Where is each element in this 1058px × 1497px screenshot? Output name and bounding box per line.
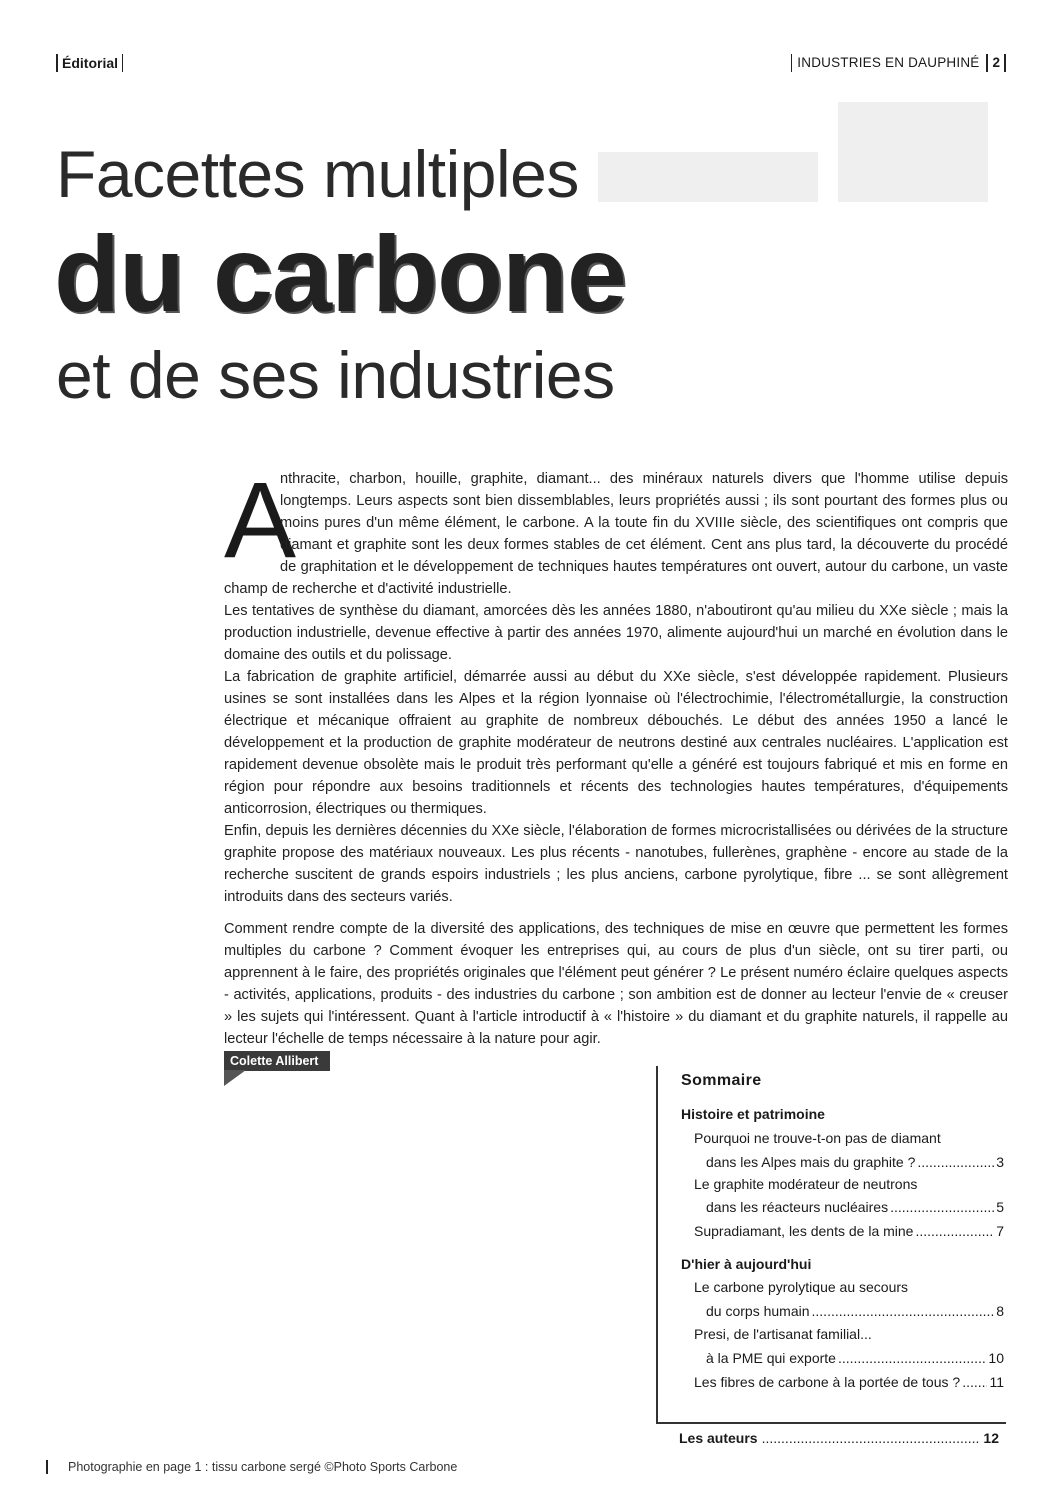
toc-entry-5[interactable]: à la PME qui exporte ..... 10 xyxy=(706,1350,1004,1366)
magazine-title: INDUSTRIES EN DAUPHINÉ xyxy=(791,54,984,72)
toc-entry-1[interactable]: dans les Alpes mais du graphite ? ..... 3 xyxy=(706,1154,1004,1170)
toc-section-1: Histoire et patrimoine xyxy=(681,1106,825,1122)
drop-cap: A xyxy=(224,459,297,580)
photo-credit: Photographie en page 1 : tissu carbone sergé ©Photo Sports Carbone xyxy=(46,1460,457,1474)
paragraph-1: A nthracite, charbon, houille, graphite, diamant... des minéraux naturels divers que l'homme utilise depuis longtemps. Leurs aspects sont bien dissemblables, leurs propriétés aussi ; ils sont pourtant des formes plus ou moins pures d'un même élément, le carbone. A la toute fin du XVIIIe siècle, des scientifiques ont compris que diamant et graphite sont les deux formes stables de cet élément. Cent ans plus tard, la découverte du procédé de graphitation et le développement de techniques hautes températures ont ouvert, autour du carbone, un vaste champ de recherche et d'activité industrielle. xyxy=(224,459,1008,597)
paragraph-3: La fabrication de graphite artificiel, démarrée aussi au début du XXe siècle, s'est développée rapidement. Plusieurs usines se sont installées dans les Alpes et la région lyonnaise où l'électrochimie, l'électrométallurgie, la construction électrique et mécanique offraient au graphite de nombreux débouchés. Le début des années 1950 a lancé le développement et la production de graphite modérateur de neutrons destiné aux centrales nucléaires. L'application est rapidement devenue obsolète mais le produit très performant qu'elle a généré est toujours fabriqué et mis en forme en région pour répondre aux besoins traditionnels et récents des technologies hautes températures, d'équipements anticorrosion, électriques ou thermiques. xyxy=(224,669,1008,817)
paragraph-5: Comment rendre compte de la diversité des applications, des techniques de mise en œuvre que permettent les formes multiples du carbone ? Comment évoquer les entreprises qui, au cours de plus d'un siècle, ont su tirer parti, ou apprennent à le faire, des propriétés originales que l'élément peut générer ? Le présent numéro éclaire quelques aspects - activités, applications, produits - des industries du carbone ; son ambition est de donner au lecteur l'envie de « creuser » les sujets qui l'intéressent. Quant à l'article introductif à « l'histoire » du diamant et du graphite naturels, il rappelle au lecteur l'échelle de temps nécessaire à la nature pour agir. xyxy=(224,921,1008,1047)
paragraph-2: Les tentatives de synthèse du diamant, amorcées dès les années 1880, n'aboutiront qu'au milieu du XXe siècle ; mais la production industrielle, devenue effective à partir des années 1970, alimente aujourd'hui un marché en évolution dans le domaine des outils et du polissage. xyxy=(224,603,1008,663)
author-tag-corner xyxy=(224,1070,246,1086)
toc-entry-3[interactable]: Supradiamant, les dents de la mine ..... 7 xyxy=(694,1223,1004,1239)
toc-section-2: D'hier à aujourd'hui xyxy=(681,1256,812,1272)
running-header xyxy=(791,54,1006,72)
toc-entry-6[interactable]: Les fibres de carbone à la portée de tous ? ..... 11 xyxy=(694,1374,1004,1390)
sommaire-box xyxy=(656,1066,1006,1424)
editorial-body xyxy=(224,459,1008,1050)
background-watermark xyxy=(578,92,998,212)
toc-entry-text: Le carbone pyrolytique au secours xyxy=(694,1279,909,1295)
toc-entry-text: Presi, de l'artisanat familial... xyxy=(694,1326,872,1342)
title-line-3: et de ses industries xyxy=(56,338,615,412)
title-line-1: Facettes multiples xyxy=(56,137,579,211)
footer-bar xyxy=(46,1460,48,1474)
author-tag: Colette Allibert xyxy=(224,1051,330,1071)
toc-entry-text: Le graphite modérateur de neutrons xyxy=(694,1176,918,1192)
toc-authors[interactable]: Les auteurs ..... 12 xyxy=(679,1430,999,1446)
toc-entry-2[interactable]: dans les réacteurs nucléaires ..... 5 xyxy=(706,1199,1004,1215)
section-label: Éditorial xyxy=(56,54,123,72)
sommaire-title: Sommaire xyxy=(681,1072,762,1089)
paragraph-4: Enfin, depuis les dernières décennies du XXe siècle, l'élaboration de formes microcristallisées ou dérivées de la structure graphite propose des matériaux nouveaux. Les plus récents - nanotubes, fullerènes, graphène - encore au stade de la recherche suscitent de grands espoirs industriels ; les plus anciens, carbone pyrolytique, fibre ... se sont allègrement introduits dans des secteurs variés. xyxy=(224,823,1008,905)
toc-entry-text: Pourquoi ne trouve-t-on pas de diamant xyxy=(694,1130,941,1146)
title-line-2: du carbone xyxy=(54,213,627,334)
toc-entry-4[interactable]: du corps humain ..... 8 xyxy=(706,1303,1004,1319)
page-number: 2 xyxy=(986,54,1006,72)
